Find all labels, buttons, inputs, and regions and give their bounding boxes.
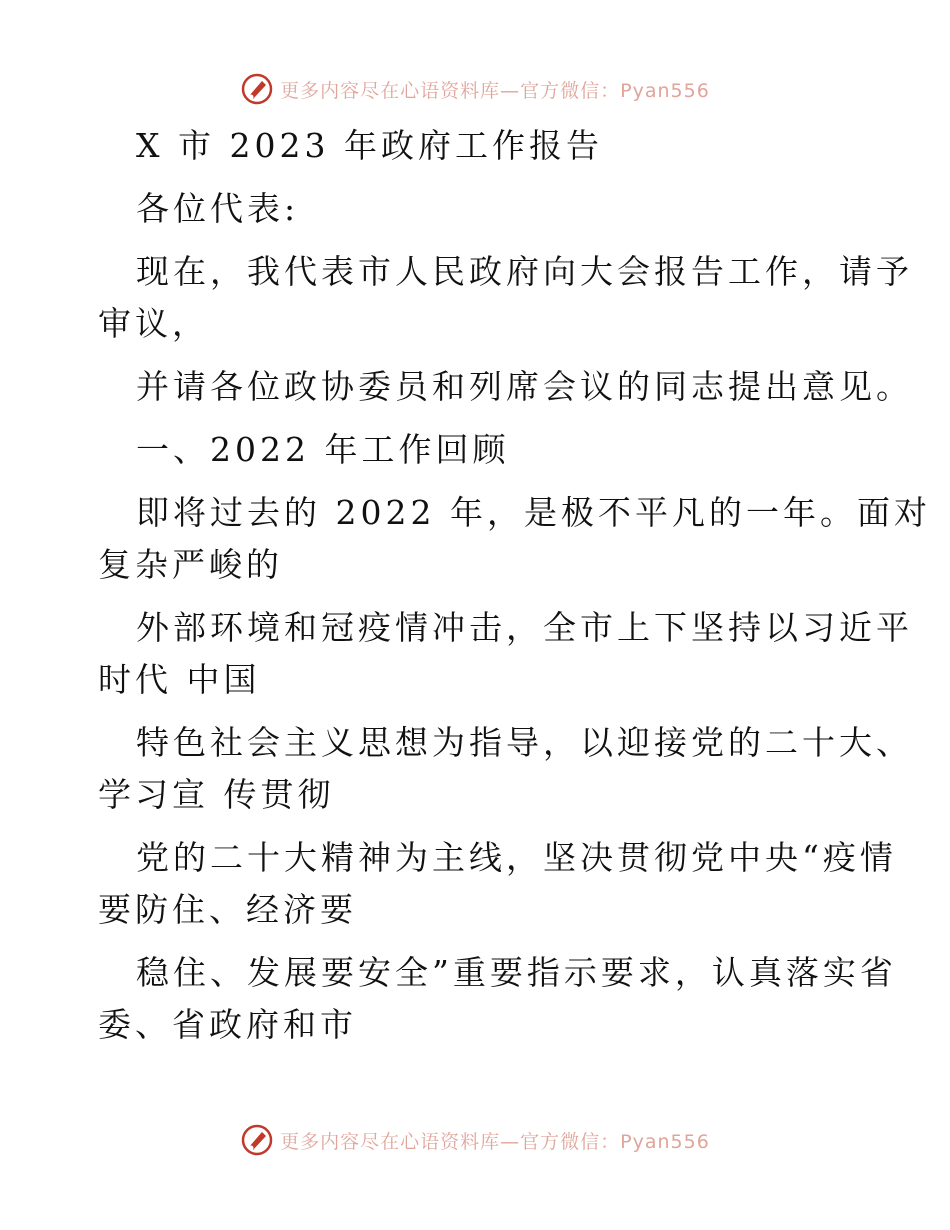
- paragraph-line: 稳住、发展要安全”重要指示要求，认真落实省: [136, 953, 897, 992]
- pen-logo-icon: [240, 72, 274, 106]
- paragraph-line: 学习宣 传贯彻: [98, 775, 335, 814]
- footer-banner: [0, 1123, 950, 1157]
- document-title: X 市 2023 年政府工作报告: [136, 126, 603, 165]
- pen-logo-icon: [240, 1123, 274, 1157]
- paragraph-line: 外部环境和冠疫情冲击，全市上下坚持以习近平: [136, 608, 913, 647]
- footer-banner-text: 更多内容尽在心语资料库—官方微信：Pyan556: [280, 1130, 710, 1153]
- header-banner-text: 更多内容尽在心语资料库—官方微信：Pyan556: [280, 79, 710, 102]
- paragraph-line: 要防住、经济要: [98, 890, 357, 929]
- paragraph-line: 现在，我代表市人民政府向大会报告工作，请予: [136, 252, 913, 291]
- paragraph-line: 委、省政府和市: [98, 1005, 357, 1044]
- header-banner: [0, 72, 950, 106]
- paragraph-line: 时代 中国: [98, 660, 261, 699]
- paragraph-line: 党的二十大精神为主线，坚决贯彻党中央“疫情: [136, 838, 897, 877]
- paragraph-line: 复杂严峻的: [98, 545, 283, 584]
- section-heading: 一、2022 年工作回顾: [136, 430, 510, 469]
- salutation: 各位代表:: [136, 189, 300, 228]
- document-body: [98, 124, 931, 1066]
- paragraph-line: 审议，: [98, 304, 209, 343]
- paragraph-line: 特色社会主义思想为指导，以迎接党的二十大、: [136, 723, 913, 762]
- paragraph-line: 并请各位政协委员和列席会议的同志提出意见。: [136, 367, 913, 406]
- paragraph-line: 即将过去的 2022 年，是极不平凡的一年。面对: [136, 493, 931, 532]
